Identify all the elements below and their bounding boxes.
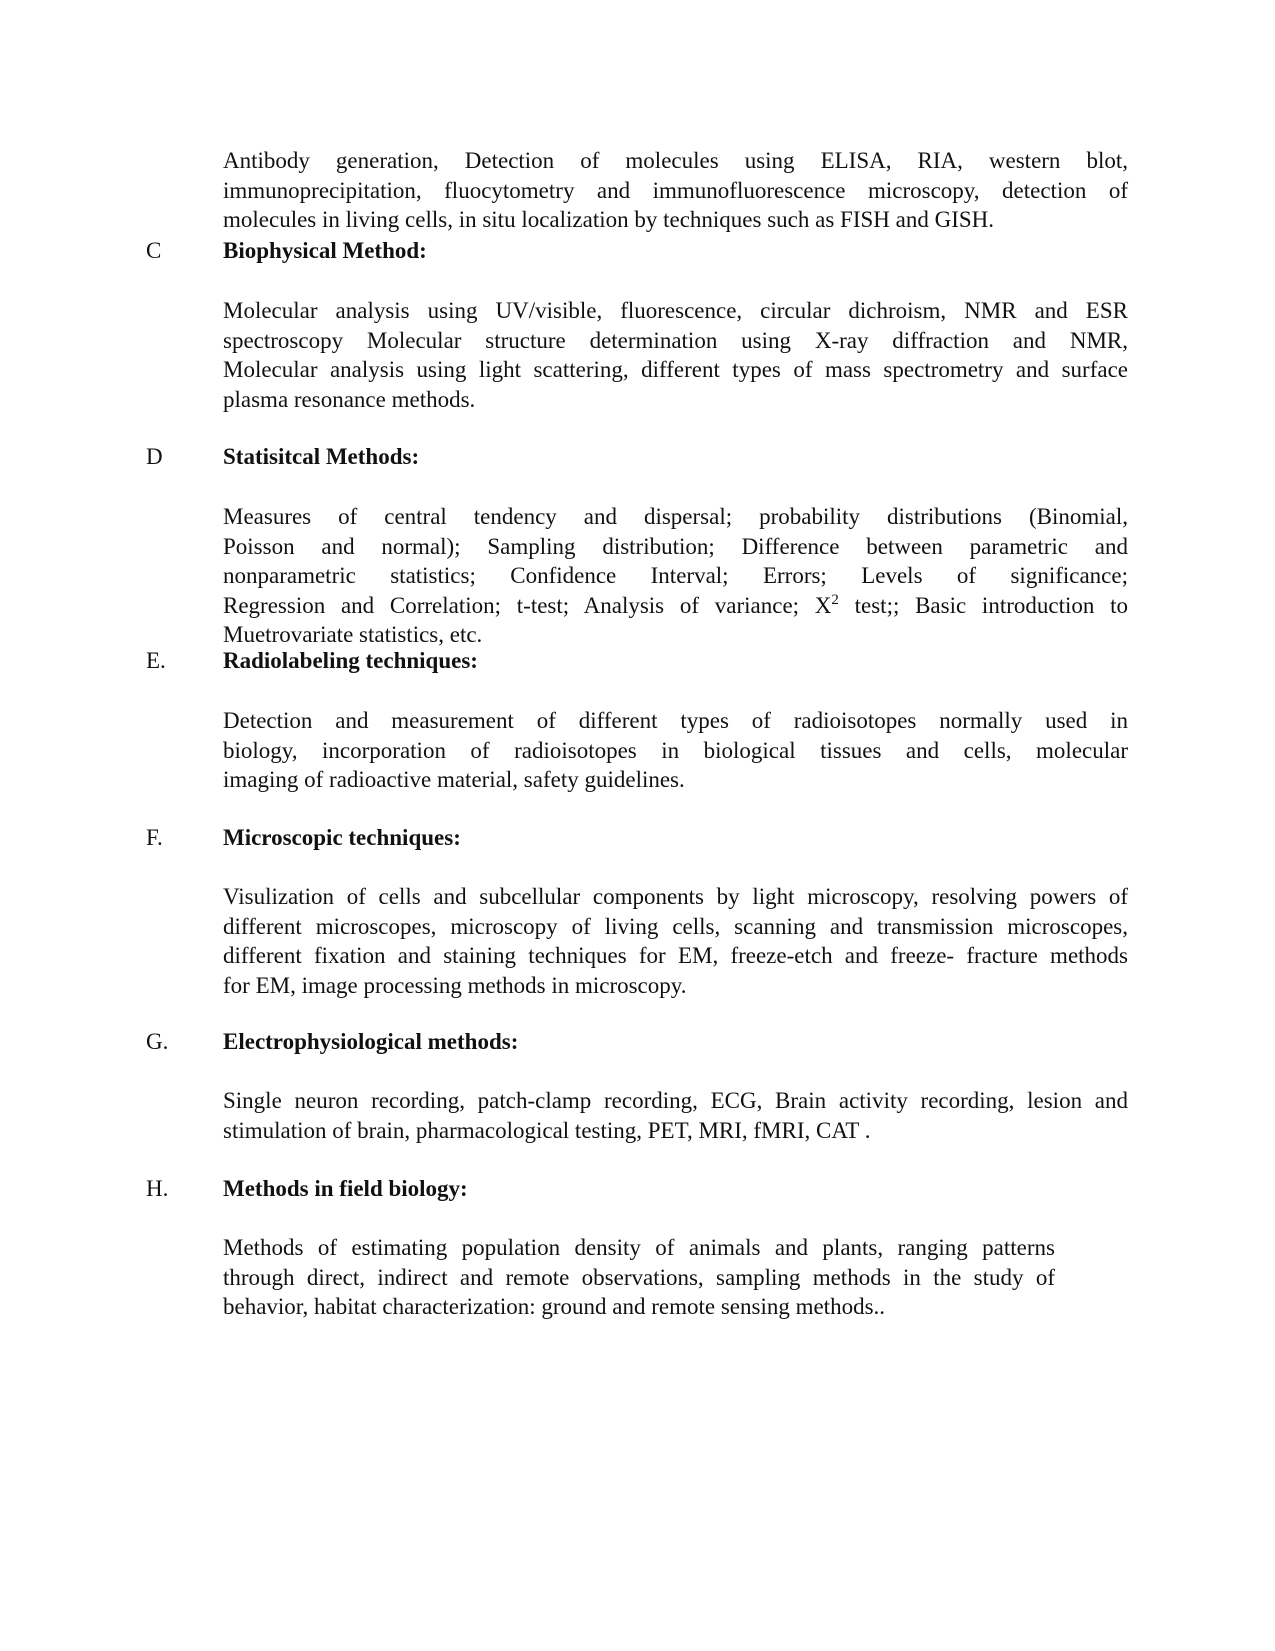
section-d-line-1: Measures of central tendency and dispersal; probability distributions (Binomial,: [223, 504, 1128, 529]
section-h-line-2: through direct, indirect and remote observations, sampling methods in the study of: [223, 1264, 1055, 1290]
section-f-line-2: different microscopes, microscopy of living cells, scanning and transmission microscopes,: [223, 913, 1128, 939]
section-d-line-3: nonparametric statistics; Confidence Interval; Errors; Levels of significance;: [223, 563, 1128, 588]
section-e-line-2: biology, incorporation of radioisotopes in biological tissues and cells, molecular: [223, 737, 1128, 763]
section-d-line-4-part-1: Regression and Correlation; t-test; Analysis of variance; X: [223, 592, 832, 618]
section-d-line-2: Poisson and normal); Sampling distribution; Difference between parametric and: [223, 533, 1128, 559]
section-h-paragraph: [223, 1233, 1055, 1322]
section-e-letter: E.: [146, 648, 166, 673]
section-f-paragraph: [223, 882, 1128, 1000]
section-c-paragraph: [223, 296, 1128, 414]
section-e-paragraph: [223, 706, 1128, 795]
section-f-line-3: different fixation and staining techniques for EM, freeze-etch and freeze- fracture methods: [223, 943, 1128, 968]
section-g-title: Electrophysiological methods:: [223, 1029, 519, 1054]
section-h-letter: H.: [146, 1176, 169, 1201]
section-h-title: Methods in field biology:: [223, 1176, 468, 1201]
section-f-line-4: for EM, image processing methods in microscopy.: [223, 972, 687, 998]
section-c-line-2: spectroscopy Molecular structure determination using X-ray diffraction and NMR,: [223, 327, 1128, 353]
section-g-line-2: stimulation of brain, pharmacological testing, PET, MRI, fMRI, CAT .: [223, 1117, 871, 1143]
section-d-line-5: Muetrovariate statistics, etc.: [223, 622, 483, 647]
section-e-line-1: Detection and measurement of different types of radioisotopes normally used in: [223, 708, 1128, 733]
section-f-title: Microscopic techniques:: [223, 825, 461, 850]
intro-line-1: Antibody generation, Detection of molecules using ELISA, RIA, western blot,: [223, 148, 1128, 173]
superscript-2: 2: [831, 591, 839, 608]
section-d-letter: D: [146, 444, 163, 469]
intro-paragraph: [223, 146, 1128, 235]
section-c-line-4: plasma resonance methods.: [223, 386, 476, 412]
section-d-paragraph: [223, 502, 1128, 650]
section-c-line-1: Molecular analysis using UV/visible, fluorescence, circular dichroism, NMR and ESR: [223, 298, 1128, 323]
section-d-line-4-part-2: test;; Basic introduction to: [838, 592, 1128, 618]
section-f-letter: F.: [146, 825, 163, 850]
section-c-letter: C: [146, 238, 162, 263]
intro-line-3: molecules in living cells, in situ localization by techniques such as FISH and GISH.: [223, 207, 995, 232]
section-d-title: Statisitcal Methods:: [223, 444, 420, 469]
section-g-paragraph: [223, 1086, 1128, 1145]
section-h-line-3: behavior, habitat characterization: ground and remote sensing methods..: [223, 1294, 886, 1319]
section-e-line-3: imaging of radioactive material, safety guidelines.: [223, 767, 685, 792]
intro-line-2: immunoprecipitation, fluocytometry and immunofluorescence microscopy, detection of: [223, 177, 1128, 203]
section-f-line-1: Visulization of cells and subcellular components by light microscopy, resolving powers of: [223, 884, 1128, 909]
section-h-line-1: Methods of estimating population density of animals and plants, ranging patterns: [223, 1235, 1055, 1260]
section-e-title: Radiolabeling techniques:: [223, 648, 478, 673]
section-g-line-1: Single neuron recording, patch-clamp recording, ECG, Brain activity recording, lesion and: [223, 1088, 1128, 1113]
section-c-title: Biophysical Method:: [223, 238, 427, 263]
section-g-letter: G.: [146, 1029, 169, 1054]
section-d-line-4: [223, 591, 1128, 621]
section-c-line-3: Molecular analysis using light scattering, different types of mass spectrometry and surface: [223, 357, 1128, 382]
